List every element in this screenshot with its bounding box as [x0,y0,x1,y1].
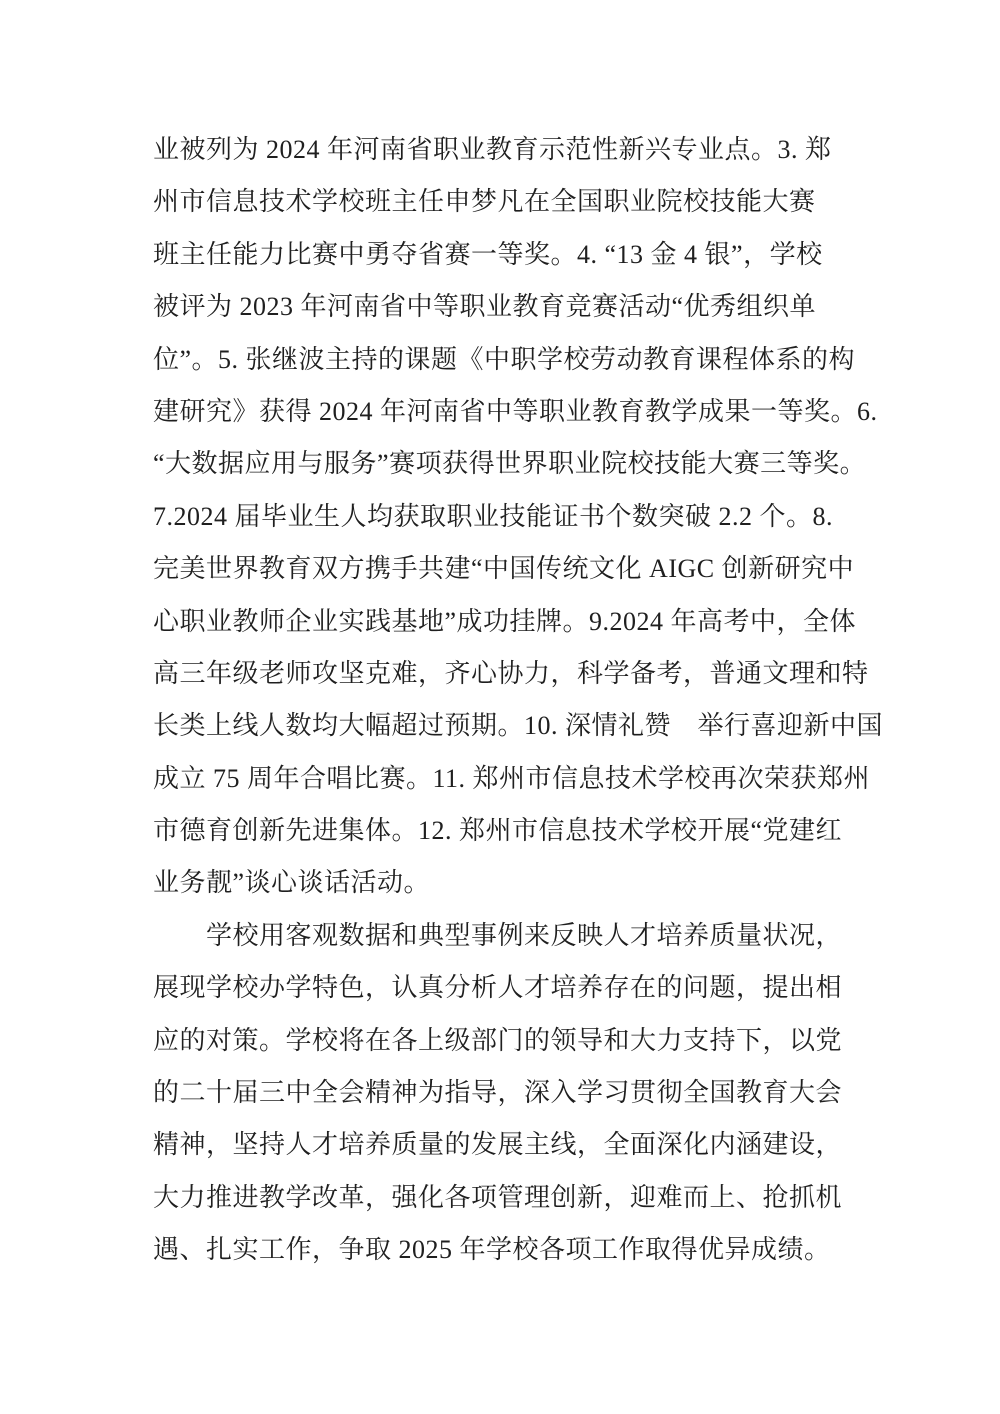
paragraph-2 [153,910,868,1277]
text-line: 遇、扎实工作，争取 2025 年学校各项工作取得优异成绩。 [153,1235,831,1265]
text-line: 成立 75 周年合唱比赛。11. 郑州市信息技术学校再次荣获郑州 [153,763,871,793]
text-line: 完美世界教育双方携手共建“中国传统文化 AIGC 创新研究中 [153,554,855,584]
text-line: 7.2024 届毕业生人均获取职业技能证书个数突破 2.2 个。8. [153,501,834,531]
text-line: 心职业教师企业实践基地”成功挂牌。9.2024 年高考中，全体 [153,606,857,636]
text-line: 学校用客观数据和典型事例来反映人才培养质量状况， [206,920,843,950]
text-line: 精神，坚持人才培养质量的发展主线，全面深化内涵建设， [153,1130,843,1160]
text-line: 业务靓”谈心谈话活动。 [153,868,431,898]
text-line: 位”。5. 张继波主持的课题《中职学校劳动教育课程体系的构 [153,344,856,374]
text-line: 大力推进教学改革，强化各项管理创新，迎难而上、抢抓机 [153,1182,843,1212]
text-line: 应的对策。学校将在各上级部门的领导和大力支持下，以党 [153,1025,843,1055]
text-line: 被评为 2023 年河南省中等职业教育竞赛活动“优秀组织单 [153,292,817,322]
text-line: 建研究》获得 2024 年河南省中等职业教育教学成果一等奖。6. [153,396,878,426]
document-body [153,124,884,1277]
paragraph-1 [153,124,884,910]
text-line: 州市信息技术学校班主任申梦凡在全国职业院校技能大赛 [153,187,816,217]
text-line: 的二十届三中全会精神为指导，深入学习贯彻全国教育大会 [153,1078,843,1108]
text-line: 班主任能力比赛中勇夺省赛一等奖。4. “13 金 4 银”，学校 [153,239,823,269]
text-line: 长类上线人数均大幅超过预期。10. 深情礼赞 举行喜迎新中国 [153,711,884,741]
text-line: 高三年级老师攻坚克难，齐心协力，科学备考，普通文理和特 [153,658,869,688]
text-line: 业被列为 2024 年河南省职业教育示范性新兴专业点。3. 郑 [153,135,832,164]
text-line: 市德育创新先进集体。12. 郑州市信息技术学校开展“党建红 [153,816,843,846]
text-line: “大数据应用与服务”赛项获得世界职业院校技能大赛三等奖。 [153,449,867,479]
text-line: 展现学校办学特色，认真分析人才培养存在的问题，提出相 [153,973,843,1003]
